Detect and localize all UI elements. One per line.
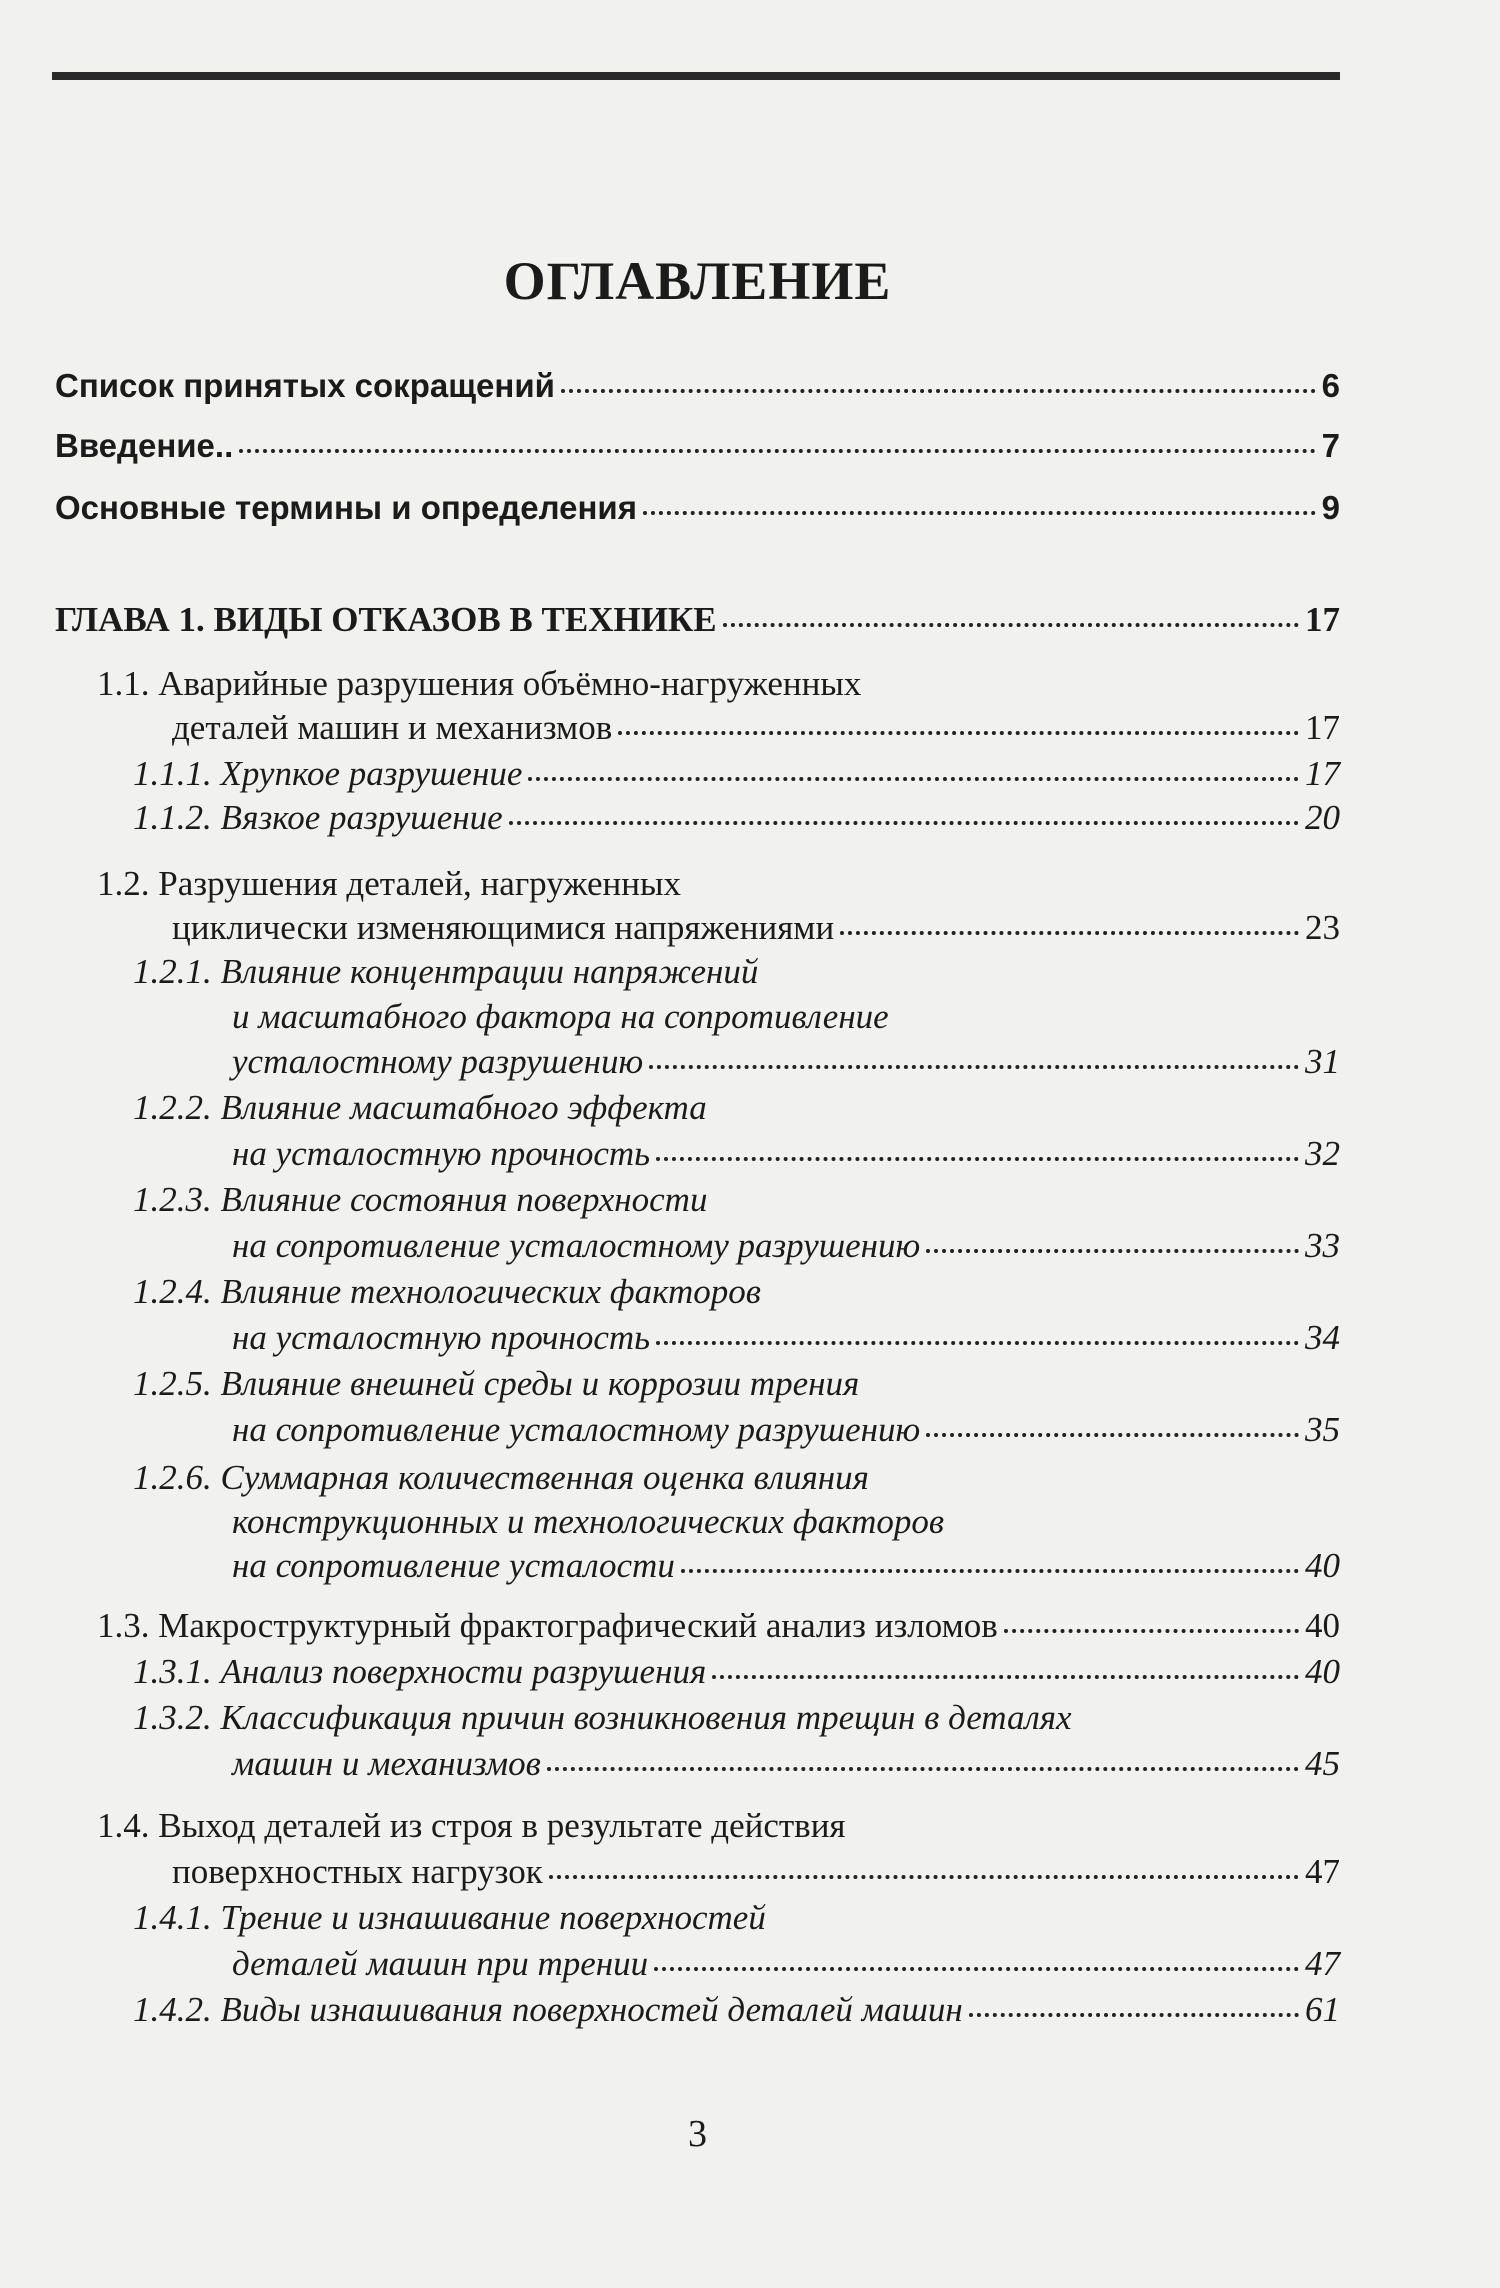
leader-dots [509, 821, 1299, 825]
toc-entry-title: 1.2.5. Влияние внешней среды и коррозии трения [133, 1364, 860, 1403]
leader-dots [528, 777, 1299, 781]
leader-dots [723, 623, 1299, 627]
toc-entry-title: 1.2. Разрушения деталей, нагруженных [97, 864, 681, 903]
toc-entry-title: 1.2.1. Влияние концентрации напряжений [133, 952, 759, 991]
toc-subsection[interactable] [232, 1742, 1340, 1786]
toc-entry-page: 40 [1305, 1606, 1340, 1645]
toc-entry-title: 1.2.6. Суммарная количественная оценка влияния [133, 1458, 869, 1497]
toc-entry-title: на сопротивление усталости [232, 1546, 675, 1585]
toc-entry-title: 1.3.1. Анализ поверхности разрушения [133, 1652, 707, 1691]
toc-entry-title: 1.3. Макроструктурный фрактографический анализ изломов [97, 1606, 998, 1645]
toc-entry-title: 1.3.2. Классификация причин возникновения трещин в деталях [133, 1698, 1072, 1737]
toc-entry-title: 1.1.2. Вязкое разрушение [133, 798, 503, 837]
leader-dots [681, 1569, 1299, 1573]
page-number: 3 [688, 2113, 707, 2155]
toc-section[interactable] [172, 1850, 1340, 1894]
toc-entry-title: 1.2.4. Влияние технологических факторов [133, 1272, 761, 1311]
toc-entry-title: Основные термины и определения [55, 489, 637, 526]
leader-dots [712, 1675, 1299, 1679]
toc-entry-title: 1.4.2. Виды изнашивания поверхностей деталей машин [133, 1990, 963, 2029]
toc-section[interactable] [172, 706, 1340, 750]
toc-subsection[interactable] [232, 1942, 1340, 1986]
toc-entry-title: машин и механизмов [232, 1744, 541, 1783]
toc-entry-title: ГЛАВА 1. ВИДЫ ОТКАЗОВ В ТЕХНИКЕ [55, 600, 717, 639]
toc-entry-page: 17 [1305, 600, 1340, 639]
toc-entry[interactable] [55, 486, 1340, 530]
toc-entry-page: 47 [1305, 1944, 1340, 1983]
toc-entry-title: на усталостную прочность [232, 1134, 651, 1173]
toc-entry-title: циклически изменяющимися напряжениями [172, 908, 835, 947]
toc-subsection[interactable] [232, 1132, 1340, 1176]
toc-subsection[interactable] [232, 1224, 1340, 1268]
toc-entry-title: на сопротивление усталостному разрушению [232, 1410, 921, 1449]
leader-dots [239, 449, 1315, 453]
toc-chapter[interactable] [55, 598, 1340, 642]
toc-entry-page: 6 [1321, 367, 1340, 404]
leader-dots [1004, 1629, 1299, 1633]
toc-entry-title: 1.1. Аварийные разрушения объёмно-нагруженных [97, 664, 862, 703]
toc-entry-title: 1.2.2. Влияние масштабного эффекта [133, 1088, 707, 1127]
toc-subsection[interactable] [232, 1544, 1340, 1588]
toc-entry[interactable] [55, 364, 1340, 408]
toc-entry-page: 31 [1305, 1042, 1340, 1081]
leader-dots [561, 389, 1316, 393]
toc-subsection[interactable] [133, 1988, 1340, 2032]
leader-dots [926, 1433, 1299, 1437]
toc-entry-title: деталей машин при трении [232, 1944, 649, 1983]
toc-entry-title: на усталостную прочность [232, 1318, 651, 1357]
toc-entry-page: 47 [1305, 1852, 1340, 1891]
toc-entry-page: 7 [1321, 427, 1340, 464]
toc-entry-title: усталостному разрушению [232, 1042, 644, 1081]
toc-entry-page: 33 [1305, 1226, 1340, 1265]
toc-entry-page: 17 [1305, 708, 1340, 747]
toc-entry-title: 1.4. Выход деталей из строя в результате действия [97, 1806, 846, 1845]
toc-section[interactable] [97, 1604, 1340, 1648]
toc-entry-page: 20 [1305, 798, 1340, 837]
toc-entry-page: 34 [1305, 1318, 1340, 1357]
toc-entry-page: 40 [1305, 1652, 1340, 1691]
toc-subsection[interactable] [133, 796, 1340, 840]
toc-subsection[interactable] [232, 1040, 1340, 1084]
toc-entry-title: 1.2.3. Влияние состояния поверхности [133, 1180, 708, 1219]
toc-entry-title: Введение.. [55, 427, 234, 464]
toc-entry-title: деталей машин и механизмов [172, 708, 613, 747]
toc-subsection[interactable] [133, 1650, 1340, 1694]
toc-subsection[interactable] [133, 752, 1340, 796]
leader-dots [656, 1341, 1299, 1345]
toc-entry-title: 1.4.1. Трение и изнашивание поверхностей [133, 1898, 766, 1937]
leader-dots [649, 1065, 1299, 1069]
toc-subsection[interactable] [232, 1408, 1340, 1452]
toc-entry-page: 17 [1305, 754, 1340, 793]
toc-entry-title: и масштабного фактора на сопротивление [232, 997, 889, 1036]
leader-dots [840, 931, 1299, 935]
toc-entry-title: Список принятых сокращений [55, 367, 555, 404]
leader-dots [549, 1875, 1299, 1879]
toc-entry-title: на сопротивление усталостному разрушению [232, 1226, 921, 1265]
leader-dots [926, 1249, 1299, 1253]
leader-dots [654, 1967, 1299, 1971]
toc-entry-page: 35 [1305, 1410, 1340, 1449]
leader-dots [969, 2013, 1299, 2017]
toc-entry-page: 40 [1305, 1546, 1340, 1585]
toc-entry-page: 23 [1305, 908, 1340, 947]
toc-entry[interactable] [55, 424, 1340, 468]
toc-entry-page: 61 [1305, 1990, 1340, 2029]
toc-entry-page: 32 [1305, 1134, 1340, 1173]
leader-dots [547, 1767, 1299, 1771]
toc-entry-page: 9 [1321, 489, 1340, 526]
page-title: ОГЛАВЛЕНИЕ [503, 251, 892, 311]
toc-entry-title: конструкционных и технологических факторов [232, 1502, 945, 1541]
leader-dots [643, 511, 1316, 515]
toc-section[interactable] [172, 906, 1340, 950]
toc-subsection[interactable] [232, 1316, 1340, 1360]
leader-dots [656, 1157, 1299, 1161]
toc-entry-title: поверхностных нагрузок [172, 1852, 543, 1891]
leader-dots [618, 731, 1299, 735]
toc-entry-page: 45 [1305, 1744, 1340, 1783]
toc-entry-title: 1.1.1. Хрупкое разрушение [133, 754, 523, 793]
